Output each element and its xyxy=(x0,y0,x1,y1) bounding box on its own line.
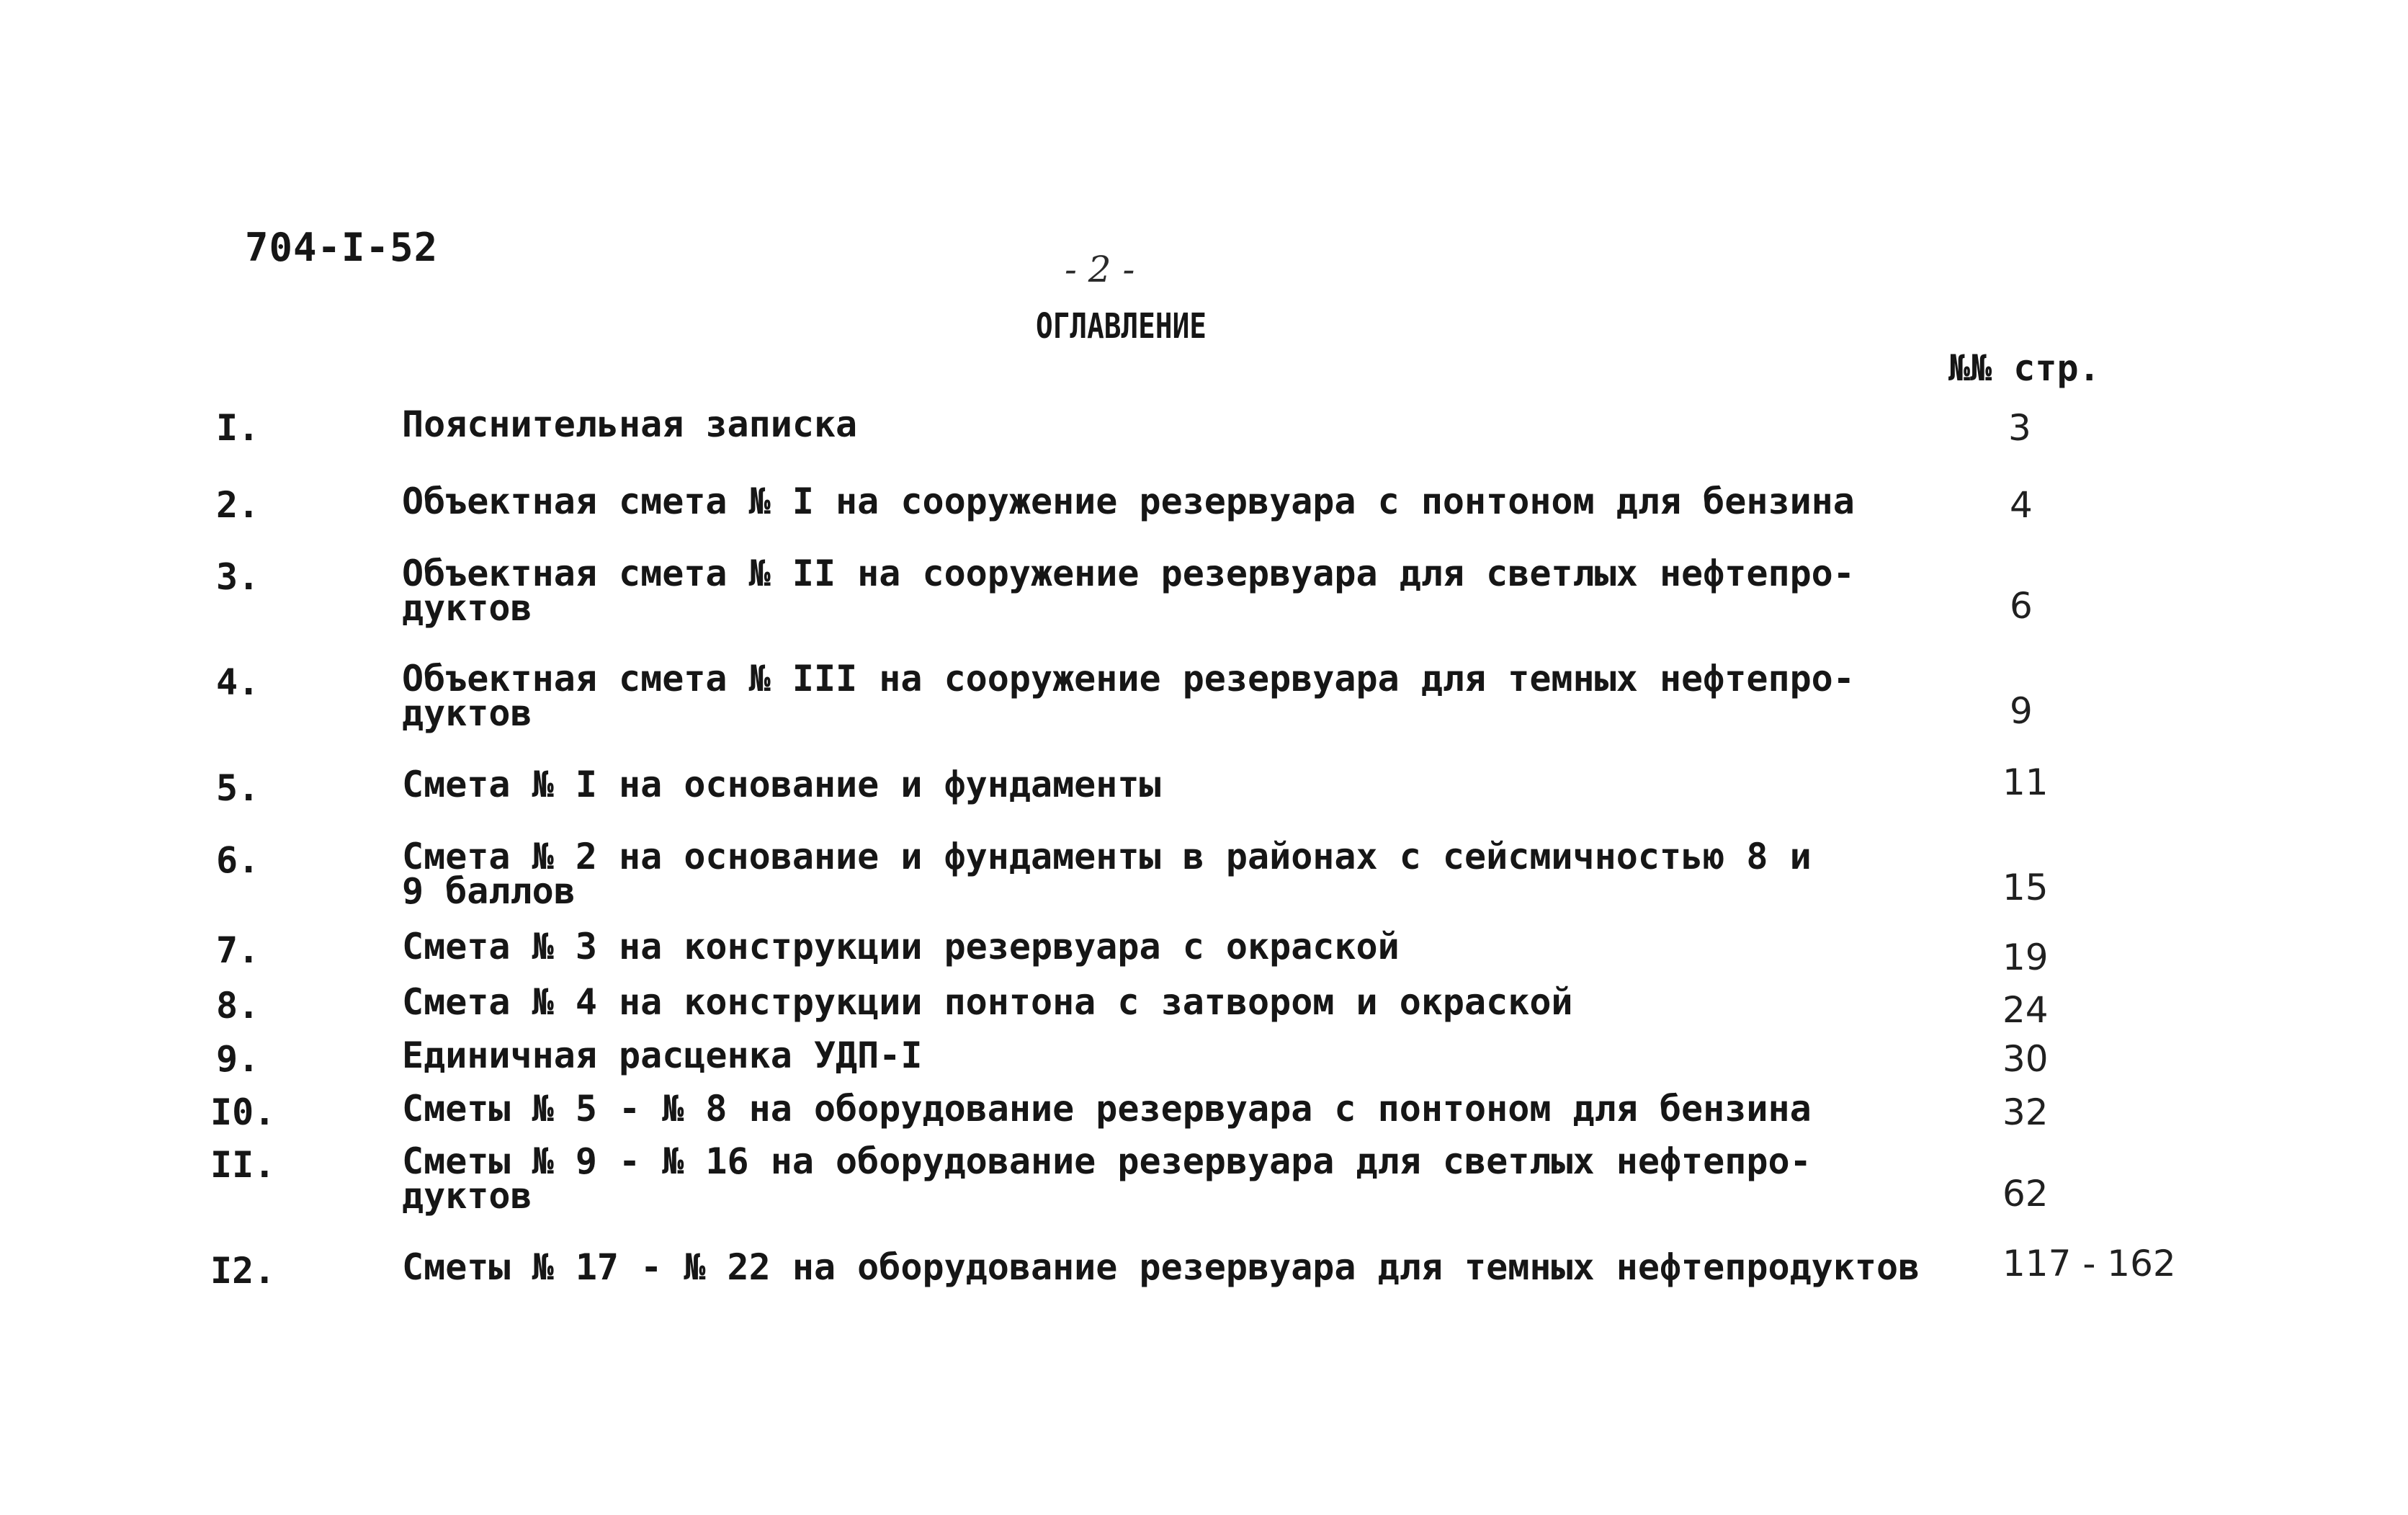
pages-column-header: №№ стр. xyxy=(1948,347,2100,389)
toc-entry-number: 5. xyxy=(216,767,260,809)
toc-entry-page: 117 - 162 xyxy=(2002,1243,2176,1284)
toc-entry-title: Объектная смета № III на сооружение резервуара для темных нефтепро- дуктов xyxy=(402,658,1855,734)
document-code: 704-I-52 xyxy=(245,225,439,270)
toc-entry-title: Объектная смета № II на сооружение резервуара для светлых нефтепро- дуктов xyxy=(402,553,1855,629)
toc-entry-number: I2. xyxy=(210,1250,276,1292)
toc-entry-page: 24 xyxy=(2002,989,2049,1031)
toc-entry-page: 62 xyxy=(2002,1173,2049,1215)
toc-entry-page: 30 xyxy=(2002,1038,2049,1080)
toc-entry-page: 6 xyxy=(2010,585,2033,627)
toc-entry-page: 9 xyxy=(2010,690,2033,732)
toc-title: ОГЛАВЛЕНИЕ xyxy=(1036,306,1207,347)
page-number: - 2 - xyxy=(1065,249,1135,290)
toc-entry-title: Единичная расценка УДП-I xyxy=(402,1034,923,1076)
toc-entry-title: Смета № 3 на конструкции резервуара с окраской xyxy=(402,926,1400,967)
toc-entry-title: Сметы № 9 - № 16 на оборудование резервуара для светлых нефтепро- дуктов xyxy=(402,1140,1812,1217)
toc-entry-title: Объектная смета № I на сооружение резервуара с понтоном для бензина xyxy=(402,481,1855,522)
toc-entry-number: 2. xyxy=(216,484,260,526)
toc-entry-number: 7. xyxy=(216,929,260,971)
toc-entry-title: Пояснительная записка xyxy=(402,403,858,445)
toc-entry-number: 9. xyxy=(216,1038,260,1080)
toc-entry-title: Сметы № 5 - № 8 на оборудование резервуара с понтоном для бензина xyxy=(402,1088,1812,1130)
toc-entry-title: Смета № 4 на конструкции понтона с затвором и окраской xyxy=(402,981,1573,1023)
toc-entry-page: 19 xyxy=(2002,937,2049,978)
toc-entry-page: 32 xyxy=(2002,1091,2049,1133)
toc-entry-number: II. xyxy=(210,1144,276,1186)
toc-entry-page: 11 xyxy=(2002,761,2049,803)
toc-entry-number: 8. xyxy=(216,985,260,1027)
toc-entry-number: 3. xyxy=(216,556,260,598)
toc-entry-title: Смета № I на основание и фундаменты xyxy=(402,764,1161,805)
toc-entry-page: 15 xyxy=(2002,867,2049,908)
toc-entry-title: Смета № 2 на основание и фундаменты в районах с сейсмичностью 8 и 9 баллов xyxy=(402,836,1812,912)
toc-entry-page: 3 xyxy=(2008,407,2031,449)
toc-entry-number: 4. xyxy=(216,661,260,703)
toc-entry-title: Сметы № 17 - № 22 на оборудование резервуара для темных нефтепродуктов xyxy=(402,1246,1920,1288)
toc-entry-number: I0. xyxy=(210,1091,276,1133)
toc-entry-number: I. xyxy=(216,407,260,449)
toc-entry-number: 6. xyxy=(216,839,260,881)
toc-entry-page: 4 xyxy=(2010,484,2033,526)
